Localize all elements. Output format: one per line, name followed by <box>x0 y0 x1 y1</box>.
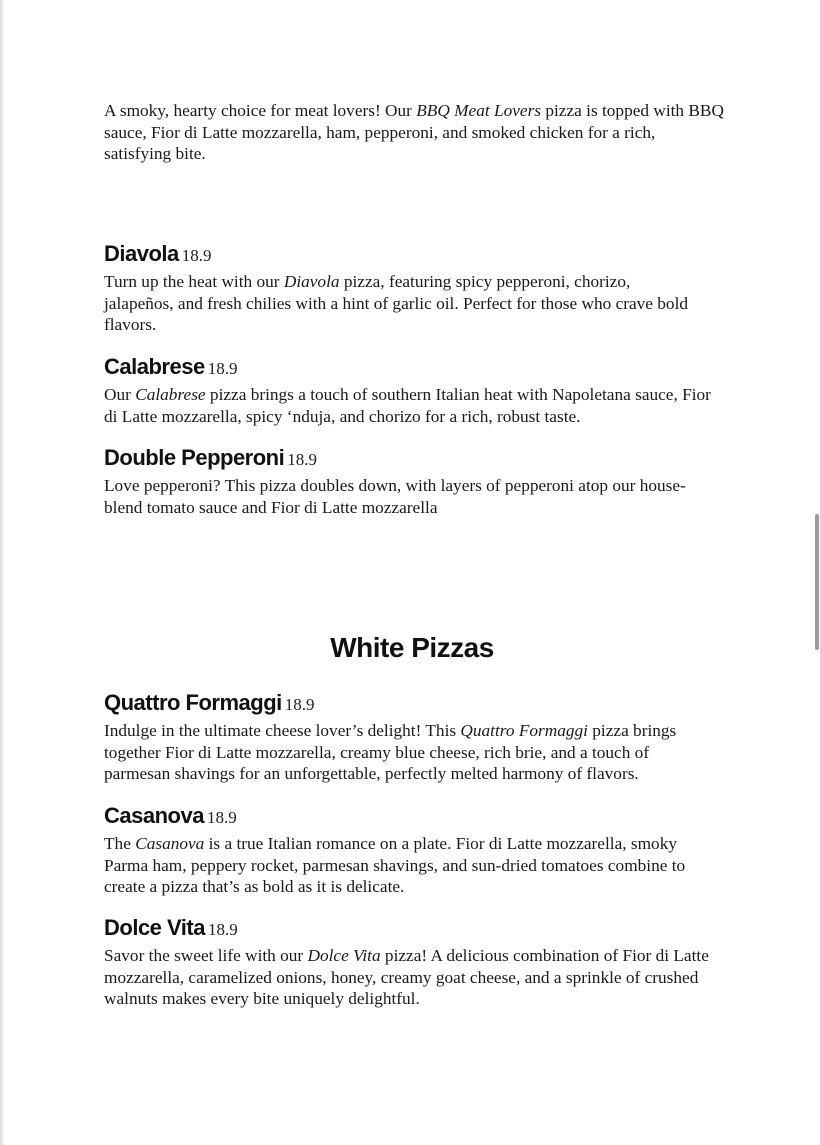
menu-item-quattro-formaggi <box>104 689 744 785</box>
menu-item-heading <box>104 914 744 945</box>
menu-item-name: Quattro Formaggi <box>104 690 282 715</box>
description-post: pizza! A delicious combination of Fior di Latte mozzarella, caramelized onions, honey, creamy goat cheese, and a sprinkle of crushed walnuts makes every bite uniquely delightful. <box>104 946 709 1008</box>
menu-item-description <box>104 720 704 785</box>
menu-item-description <box>104 833 719 898</box>
menu-item-description: Love pepperoni? This pizza doubles down, with layers of pepperoni atop our house-blend tomato sauce and Fior di Latte mozzarella <box>104 476 686 517</box>
menu-item-heading <box>104 689 744 720</box>
menu-item-heading <box>104 802 744 833</box>
menu-item-description <box>104 384 719 427</box>
menu-item-price: 18.9 <box>284 695 315 714</box>
menu-item-price: 18.9 <box>181 246 212 265</box>
description-pre: The <box>104 834 136 853</box>
menu-item-name: Dolce Vita <box>104 915 205 940</box>
description-post: pizza brings together Fior di Latte mozzarella, creamy blue cheese, rich brie, and a touch of parmesan shavings for an unforgettable, perfectly melted harmony of flavors. <box>104 721 677 783</box>
description-post: pizza, featuring spicy pepperoni, chorizo, jalapeños, and fresh chilies with a hint of garlic oil. Perfect for those who crave bold flavors. <box>104 272 689 334</box>
intro-text-pre: A smoky, hearty choice for meat lovers! Our <box>104 101 417 120</box>
description-pre: Indulge in the ultimate cheese lover’s delight! This <box>104 721 461 740</box>
intro-text-emphasis: BBQ Meat Lovers <box>416 101 542 120</box>
menu-item-name: Calabrese <box>104 354 205 379</box>
description-post: is a true Italian romance on a plate. Fior di Latte mozzarella, smoky Parma ham, peppery rocket, parmesan shavings, and sun-dried tomatoes combine to create a pizza that’s as bold as it is delicate. <box>104 834 686 896</box>
menu-item-casanova <box>104 802 744 898</box>
menu-item-name: Casanova <box>104 803 204 828</box>
description-post: pizza brings a touch of southern Italian heat with Napoletana sauce, Fior di Latte mozzarella, spicy ‘nduja, and chorizo for a rich, robust taste. <box>104 385 711 426</box>
intro-text-post: pizza is topped with BBQ sauce, Fior di Latte mozzarella, ham, pepperoni, and smoked chicken for a rich, satisfying bite. <box>104 101 724 163</box>
menu-item-price: 18.9 <box>207 359 238 378</box>
description-emphasis: Calabrese <box>135 385 206 404</box>
description-pre: Turn up the heat with our <box>104 272 284 291</box>
menu-item-diavola <box>104 240 744 336</box>
menu-item-price: 18.9 <box>207 920 238 939</box>
description-emphasis: Casanova <box>135 834 205 853</box>
menu-item-heading <box>104 240 744 271</box>
bbq-meat-lovers-description <box>104 100 724 165</box>
menu-item-price: 18.9 <box>206 808 237 827</box>
menu-item-double-pepperoni <box>104 444 744 518</box>
description-pre: Savor the sweet life with our <box>104 946 308 965</box>
menu-item-description <box>104 945 724 1010</box>
description-emphasis: Diavola <box>283 272 340 291</box>
menu-item-name: Double Pepperoni <box>104 445 285 470</box>
menu-item-name: Diavola <box>104 241 179 266</box>
menu-item-heading <box>104 353 744 384</box>
menu-item-calabrese <box>104 353 744 427</box>
menu-item-description <box>104 271 704 336</box>
description-emphasis: Quattro Formaggi <box>460 721 588 740</box>
page-left-edge <box>0 0 5 1145</box>
description-emphasis: Dolce Vita <box>307 946 381 965</box>
vertical-scrollbar[interactable] <box>815 514 819 650</box>
menu-item-dolce-vita <box>104 914 744 1010</box>
menu-item-heading <box>104 444 744 475</box>
section-title-white-pizzas: White Pizzas <box>330 632 494 663</box>
description-pre: Our <box>104 385 136 404</box>
menu-item-price: 18.9 <box>287 450 317 469</box>
